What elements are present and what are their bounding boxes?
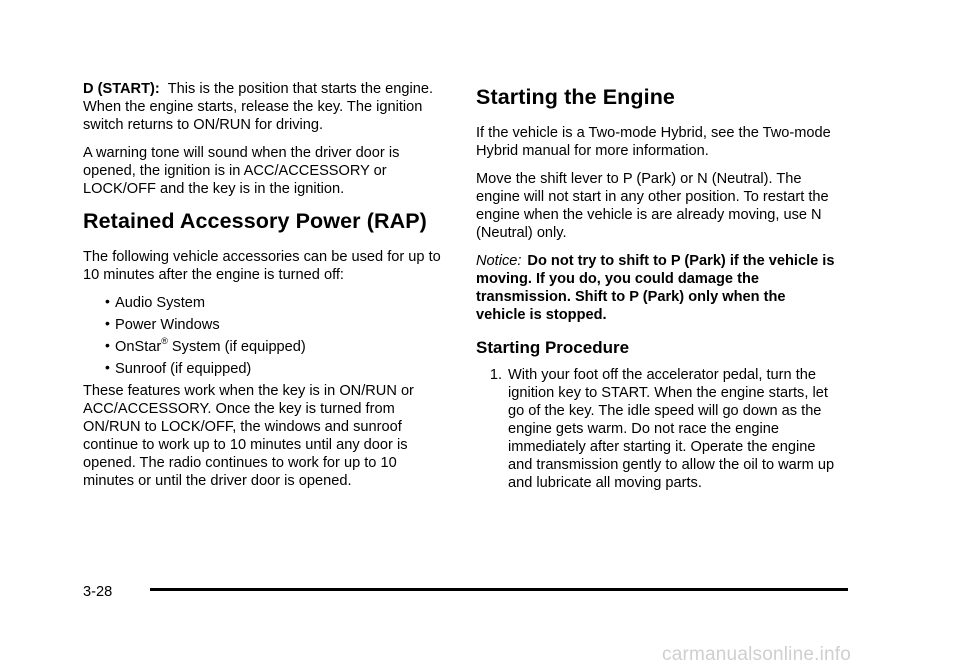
features-paragraph: These features work when the key is in ON/RUN or ACC/ACCESSORY. Once the key is turned from ON/RUN to LOCK/OFF, the windows and sunroof continue to work up to 10 minutes until any door is opened. The radio continues to work for up to 10 minutes or until the driver door is opened. <box>83 383 414 489</box>
hybrid-paragraph: If the vehicle is a Two-mode Hybrid, see the Two-mode Hybrid manual for more information. <box>476 125 831 159</box>
start-term: D (START): <box>83 81 160 97</box>
step-text: With your foot off the accelerator pedal, turn the ignition key to START. When the engine starts, let go of the key. The idle speed will go down as the engine gets warm. Do not race the engine immediately after starting it. Operate the engine and transmission gently to allow the oil to warm up and lubricate all moving parts. <box>508 367 835 491</box>
starting-engine-heading: Starting the Engine <box>476 85 675 109</box>
procedure-step <box>476 366 838 492</box>
procedure-heading: Starting Procedure <box>476 338 630 357</box>
left-column <box>83 80 445 500</box>
shift-paragraph: Move the shift lever to P (Park) or N (Neutral). The engine will not start in any other position. To restart the engine when the vehicle is are already moving, use N (Neutral) only. <box>476 171 829 241</box>
bullet-icon: • <box>105 293 110 309</box>
bullet-icon: • <box>105 359 110 375</box>
list-item: • Audio System <box>105 293 206 311</box>
notice-label: Notice: <box>476 253 522 269</box>
procedure-list <box>476 366 838 492</box>
right-column <box>476 80 838 496</box>
warning-paragraph: A warning tone will sound when the driver door is opened, the ignition is in ACC/ACCESSORY or LOCK/OFF and the key is in the ignition. <box>83 145 400 197</box>
list-item: • OnStar® System (if equipped) <box>105 336 306 355</box>
notice-paragraph <box>476 252 838 324</box>
start-paragraph <box>83 80 445 134</box>
footer-rule <box>150 588 848 591</box>
notice-text: Do not try to shift to P (Park) if the vehicle is moving. If you do, you could damage the transmission. Shift to P (Park) only when the vehicle is stopped. <box>476 253 835 323</box>
watermark: carmanualsonline.info <box>662 644 852 665</box>
start-text: This is the position that starts the engine. When the engine starts, release the key. The ignition switch returns to ON/RUN for driving. <box>83 81 434 133</box>
rap-intro: The following vehicle accessories can be used for up to 10 minutes after the engine is turned off: <box>83 249 441 283</box>
list-item: • Sunroof (if equipped) <box>105 359 252 377</box>
registered-mark: ® <box>161 336 168 347</box>
accessory-list <box>83 294 445 378</box>
rap-heading: Retained Accessory Power (RAP) <box>83 209 427 233</box>
step-number: 1. <box>489 367 502 383</box>
bullet-icon: • <box>105 337 110 353</box>
list-item: • Power Windows <box>105 315 220 333</box>
page-number: 3-28 <box>83 584 113 600</box>
bullet-icon: • <box>105 315 110 331</box>
